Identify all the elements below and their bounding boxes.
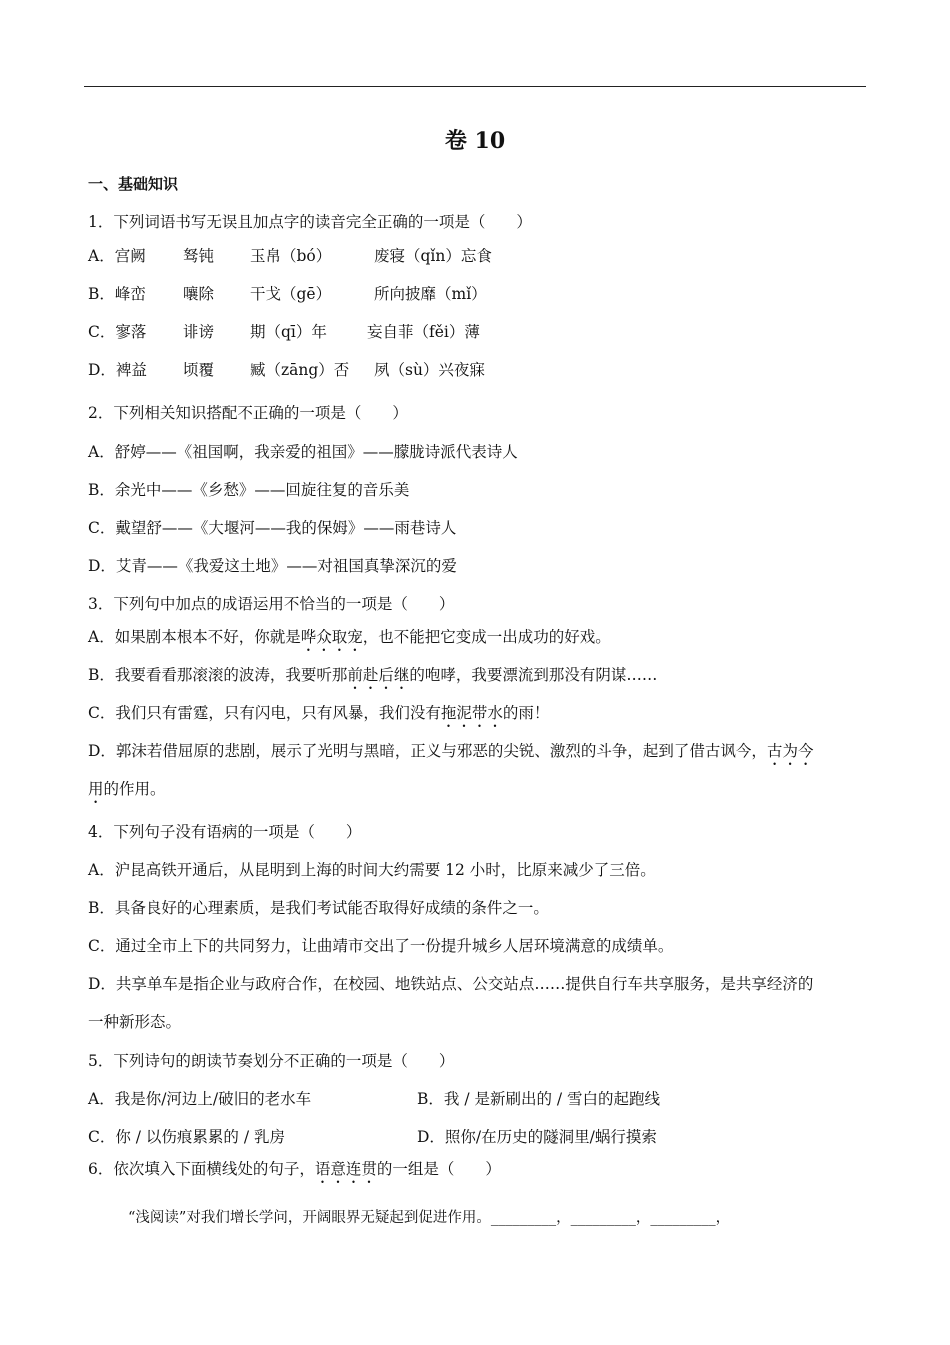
q1-c-w4: 妄自菲（fěi）薄: [367, 323, 480, 341]
q5-row-2: [88, 1125, 657, 1147]
q4-option-b: B．具备良好的心理素质，是我们考试能否取得好成绩的条件之一。: [88, 899, 549, 917]
q3-c-text: C．我们只有雷霆，只有闪电，只有风暴，我们没有: [88, 704, 441, 722]
q1-b-w2: 嚷除: [183, 285, 215, 303]
q1-c-w3: 期（qī）年: [250, 323, 327, 341]
q3-a-text: A．如果剧本根本不好，你就是: [88, 628, 301, 646]
q1-d-w3: 臧（zāng）否: [250, 361, 350, 379]
q1-a-w1: A．宫阙: [88, 247, 146, 265]
q2-option-d: D．艾青——《我爱这土地》——对祖国真挚深沉的爱: [88, 557, 457, 575]
q3-d-text-end: 的作用。: [103, 780, 166, 798]
q1-d-w2: 顷覆: [183, 361, 215, 379]
q3-c-idiom: 拖泥带水: [440, 704, 503, 722]
q1-option-c: [88, 320, 480, 342]
q3-a-text-end: ，也不能把它变成一出成功的好戏。: [362, 628, 611, 646]
q1-b-w4: 所向披靡（mǐ）: [374, 285, 487, 303]
q2-option-c: C．戴望舒——《大堰河——我的保姆》——雨巷诗人: [88, 519, 457, 537]
q3-option-d: [88, 739, 813, 769]
q2-option-a: A．舒婷——《祖国啊，我亲爱的祖国》——朦胧诗派代表诗人: [88, 443, 518, 461]
q6-stem-dotted: 语意连贯: [314, 1160, 377, 1178]
q1-option-d: [88, 358, 485, 380]
q6-passage: “浅阅读”对我们增长学问，开阔眼界无疑起到促进作用。_________，_________，_________，: [128, 1210, 731, 1226]
q3-option-a: [88, 625, 611, 655]
q5-option-d: D．照你/在历史的隧洞里/蜗行摸索: [417, 1128, 657, 1146]
q2-option-b: B．余光中——《乡愁》——回旋往复的音乐美: [88, 481, 410, 499]
q3-b-idiom: 前赴后继: [347, 666, 410, 684]
header-rule: [84, 86, 866, 87]
q5-option-b: B．我 / 是新刷出的 / 雪白的起跑线: [417, 1090, 661, 1108]
q1-c-w1: C．寥落: [88, 323, 147, 341]
q1-stem: 1．下列词语书写无误且加点字的读音完全正确的一项是（ ）: [88, 213, 532, 231]
q3-d-idiom-end: 用: [88, 780, 104, 798]
q3-option-b: [88, 663, 657, 693]
q4-option-c: C．通过全市上下的共同努力，让曲靖市交出了一份提升城乡人居环境满意的成绩单。: [88, 937, 674, 955]
q6-stem: [88, 1157, 501, 1187]
q3-b-text: B．我要看看那滚滚的波涛，我要听那: [88, 666, 348, 684]
page-title: 卷 10: [444, 128, 506, 154]
q3-c-text-end: 的雨！: [502, 704, 550, 722]
q1-a-w3: 玉帛（bó）: [250, 247, 332, 265]
q3-stem: 3．下列句中加点的成语运用不恰当的一项是（ ）: [88, 595, 455, 613]
q3-a-idiom: 哗众取宠: [300, 628, 363, 646]
q1-b-w3: 干戈（gē）: [250, 285, 332, 303]
q5-option-a: A．我是你/河边上/破旧的老水车: [88, 1090, 312, 1108]
q1-c-w2: 诽谤: [183, 323, 215, 341]
q5-row-1: [88, 1087, 660, 1109]
q3-d-text: D．郭沫若借屈原的悲剧，展示了光明与黑暗，正义与邪恶的尖锐、激烈的斗争，起到了借古讽今，: [88, 742, 767, 760]
q1-b-w1: B．峰峦: [88, 285, 146, 303]
q1-a-w4: 废寝（qǐn）忘食: [374, 247, 492, 265]
q1-d-w1: D．裨益: [88, 361, 147, 379]
q2-stem: 2．下列相关知识搭配不正确的一项是（ ）: [88, 404, 408, 422]
q5-stem: 5．下列诗句的朗读节奏划分不正确的一项是（ ）: [88, 1052, 455, 1070]
q3-option-c: [88, 701, 549, 731]
q4-option-a: A．沪昆高铁开通后，从昆明到上海的时间大约需要 12 小时，比原来减少了三倍。: [88, 861, 656, 879]
q1-option-a: [88, 244, 492, 266]
q5-option-c: C．你 / 以伤痕累累的 / 乳房: [88, 1128, 286, 1146]
q6-stem-text-end: 的一组是（ ）: [376, 1160, 501, 1178]
q3-option-d-cont: [88, 777, 166, 807]
q4-stem: 4．下列句子没有语病的一项是（ ）: [88, 823, 362, 841]
q4-option-d-cont: 一种新形态。: [88, 1013, 182, 1031]
section-heading: 一、基础知识: [88, 175, 179, 193]
q3-b-text-end: 的咆哮，我要漂流到那没有阴谋……: [409, 666, 658, 684]
q3-d-idiom: 古为今: [766, 742, 814, 760]
q6-stem-text: 6．依次填入下面横线处的句子，: [88, 1160, 315, 1178]
q4-option-d: D．共享单车是指企业与政府合作，在校园、地铁站点、公交站点……提供自行车共享服务，是共享经济的: [88, 975, 814, 993]
q1-option-b: [88, 282, 487, 304]
q1-a-w2: 驽钝: [183, 247, 215, 265]
q1-d-w4: 夙（sù）兴夜寐: [374, 361, 485, 379]
